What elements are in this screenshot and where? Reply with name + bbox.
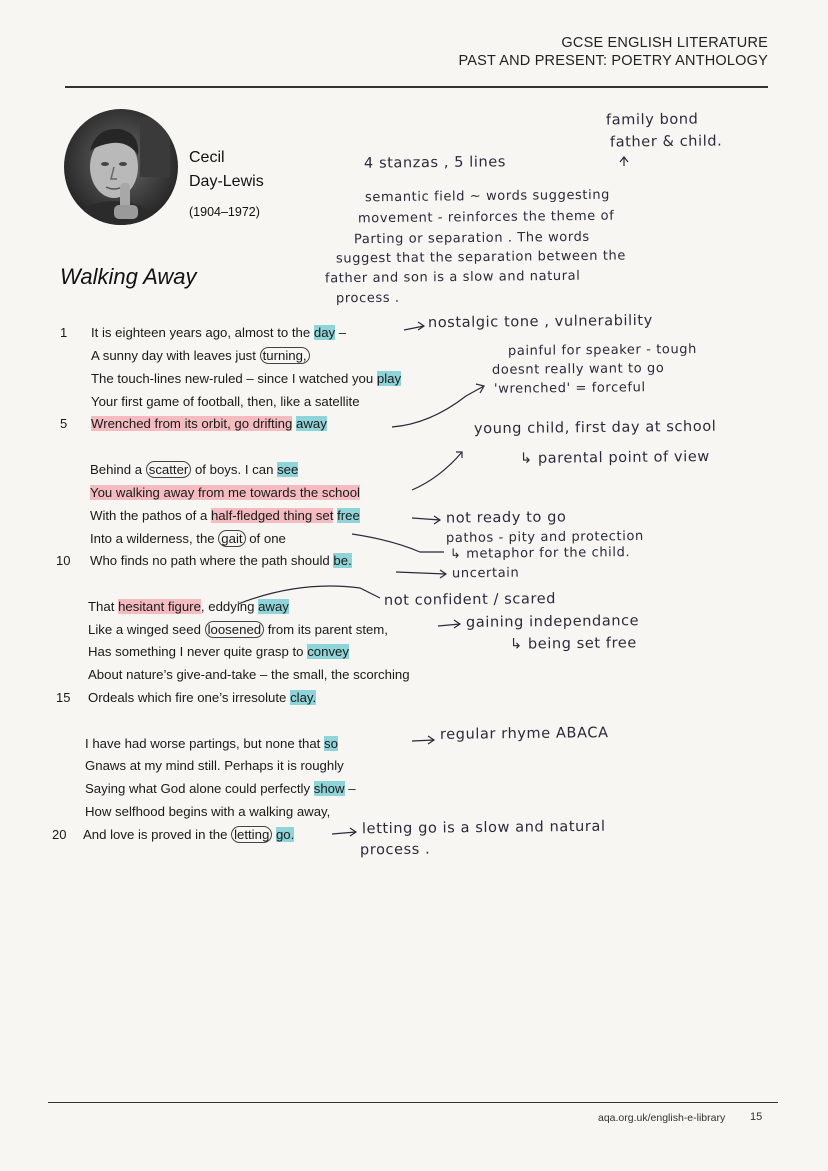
- poet-first-name: Cecil: [189, 149, 225, 166]
- highlight-go: go.: [275, 827, 295, 842]
- highlight-away-2: away: [258, 599, 289, 614]
- line-number-20: 20: [52, 827, 67, 842]
- highlight-walking-away: You walking away from me towards the school: [90, 485, 360, 500]
- highlight-day: day: [313, 325, 336, 340]
- poem-line-text: of one: [245, 531, 286, 546]
- note-letting-go: letting go is a slow and natural: [361, 818, 606, 838]
- note-nostalgic: nostalgic tone , vulnerability: [427, 312, 653, 332]
- note-not-confident: not confident / scared: [383, 591, 557, 609]
- poem-line-text: from its parent stem,: [264, 622, 388, 637]
- arrow-not-confident-icon: [238, 586, 380, 604]
- note-semantic-5: father and son is a slow and natural: [324, 268, 581, 287]
- highlight-be: be.: [333, 553, 352, 568]
- note-semantic-3: Parting or separation . The words: [353, 229, 590, 248]
- note-semantic-1: semantic field ~ words suggesting: [364, 187, 611, 206]
- note-young-child: young child, first day at school: [473, 418, 717, 438]
- highlight-convey: convey: [307, 644, 349, 659]
- note-being-set-free: ↳ being set free: [509, 635, 637, 653]
- circled-turning: turning,: [260, 347, 310, 364]
- poem-line-text: , eddying: [200, 599, 259, 614]
- poem-line-text: The touch-lines new-ruled – since I watched you: [91, 371, 377, 386]
- note-painful: painful for speaker - tough: [507, 342, 698, 359]
- highlight-wrenched: Wrenched from its orbit, go: [91, 416, 253, 431]
- poem-line-text: Who finds no path where the path should: [90, 553, 334, 568]
- arrow-wrenched-icon: [392, 386, 484, 427]
- line-number-15: 15: [56, 690, 71, 705]
- poem-line-text: How selfhood begins with a walking away,: [85, 804, 331, 819]
- poem-line-text: A sunny day with leaves just: [91, 348, 260, 363]
- note-wrenched-forceful: 'wrenched' = forceful: [493, 380, 646, 397]
- poet-last-name: Day-Lewis: [189, 173, 264, 190]
- arrow-pathos-icon: [352, 534, 444, 552]
- poem-line-text: –: [344, 781, 356, 796]
- poem-line-text: Saying what God alone could perfectly: [85, 781, 314, 796]
- poem-line-text: And love is proved in the: [83, 827, 232, 842]
- circled-scatter: scatter: [146, 461, 192, 478]
- line-number-5: 5: [60, 416, 68, 431]
- poem-line-text: –: [335, 325, 347, 340]
- poem-line-text: Into a wilderness, the: [90, 531, 219, 546]
- note-semantic-4: suggest that the separation between the: [335, 248, 627, 267]
- circled-letting: letting: [231, 826, 272, 843]
- highlight-half-fledged: half-fledged thing set: [210, 508, 334, 523]
- line-number-10: 10: [56, 553, 71, 568]
- arrow-rhyme-icon: [412, 740, 434, 741]
- note-not-ready: not ready to go: [445, 509, 567, 527]
- note-parental-view: ↳ parental point of view: [519, 449, 710, 467]
- note-stanzas: 4 stanzas , 5 lines: [363, 154, 507, 172]
- poem-line-text: It is eighteen years ago, almost to the: [91, 325, 314, 340]
- note-uncertain: uncertain: [451, 565, 520, 582]
- note-semantic-2: movement - reinforces the theme of: [357, 208, 615, 227]
- circled-loosened: loosened: [205, 621, 265, 638]
- highlight-play: play: [376, 371, 402, 386]
- highlight-show: show: [313, 781, 345, 796]
- poet-dates: (1904–1972): [189, 205, 260, 219]
- arrow-not-ready-icon: [412, 518, 440, 520]
- note-gaining-independence: gaining independance: [465, 613, 640, 631]
- circled-gait: gait: [218, 530, 245, 547]
- footer-rule: [48, 1102, 778, 1103]
- highlight-see: see: [277, 462, 299, 477]
- poem-title: Walking Away: [60, 264, 197, 289]
- note-doesnt-want: doesnt really want to go: [491, 361, 665, 378]
- note-semantic-6: process .: [335, 290, 400, 307]
- highlight-clay: clay.: [290, 690, 317, 705]
- poem-line-text: Behind a: [90, 462, 146, 477]
- poem-line-text: I have had worse partings, but none that: [85, 736, 324, 751]
- note-regular-rhyme: regular rhyme ABACA: [439, 725, 609, 743]
- note-pathos: pathos - pity and protection: [445, 528, 644, 547]
- poem-line-text: About nature’s give-and-take – the small, the scorching: [88, 667, 410, 682]
- poem-line-text: of boys. I can: [191, 462, 278, 477]
- header-course: GCSE ENGLISH LITERATURE: [561, 35, 768, 51]
- footer-url: aqa.org.uk/english-e-library: [598, 1112, 726, 1124]
- note-family-bond: family bond: [605, 111, 699, 129]
- note-process: process .: [359, 841, 431, 859]
- highlight-away: away: [296, 416, 327, 431]
- header-anthology: PAST AND PRESENT: POETRY ANTHOLOGY: [458, 53, 768, 69]
- highlight-free: free: [337, 508, 360, 523]
- poem-line-text: Your first game of football, then, like a satellite: [91, 394, 360, 409]
- note-metaphor: ↳ metaphor for the child.: [449, 545, 631, 562]
- poem-line-text: Has something I never quite grasp to: [88, 644, 308, 659]
- poem-line-text: That: [88, 599, 119, 614]
- poem-line-text: Like a winged seed: [88, 622, 205, 637]
- highlight-drifting: drifting: [252, 416, 293, 431]
- poem-line-text: With the pathos of a: [90, 508, 211, 523]
- arrow-young-icon: [412, 452, 462, 490]
- arrow-uncertain-icon: [396, 572, 446, 574]
- line-number-1: 1: [60, 325, 68, 340]
- note-father-child: father & child.: [609, 133, 723, 151]
- poem-line-text: Gnaws at my mind still. Perhaps it is roughly: [85, 758, 344, 773]
- poem-line-text: Ordeals which fire one’s irresolute: [88, 690, 291, 705]
- highlight-hesitant-figure: hesitant figure: [118, 599, 201, 614]
- page-number: 15: [750, 1111, 763, 1123]
- highlight-so: so: [324, 736, 338, 751]
